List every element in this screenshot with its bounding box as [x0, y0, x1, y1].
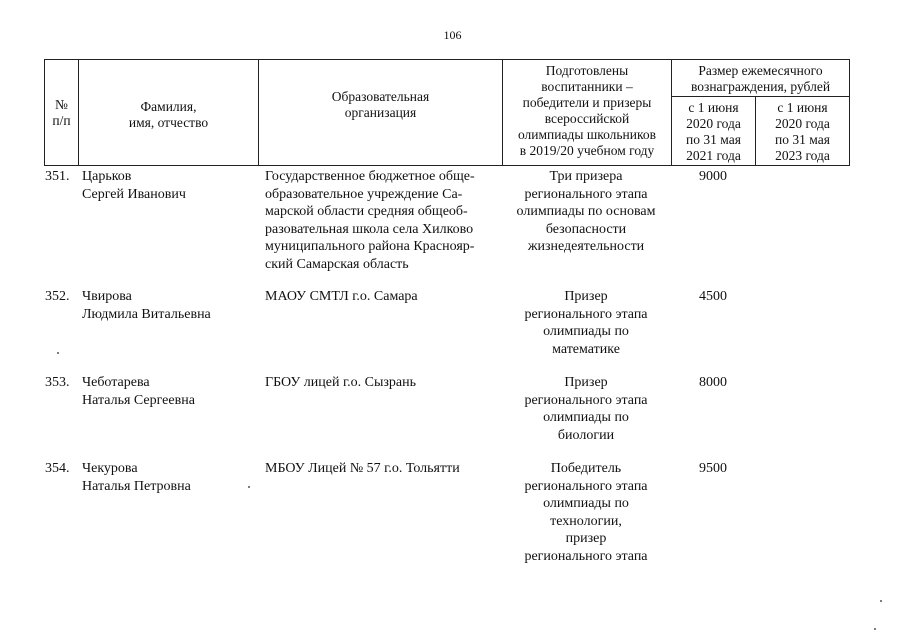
- table-header: [44, 59, 850, 166]
- row-amount: 9000: [699, 169, 727, 184]
- header-num: № п/п: [52, 97, 71, 128]
- scan-speck: [880, 600, 882, 602]
- header-divider-reward: [671, 96, 850, 97]
- header-period-2: с 1 июня 2020 года по 31 мая 2023 года: [775, 100, 830, 163]
- row-achievement: Призер регионального этапа олимпиады по биологии: [524, 375, 648, 443]
- scan-speck: [248, 486, 250, 488]
- header-border-bottom: [44, 165, 850, 166]
- row-name: Чекурова Наталья Петровна: [82, 461, 191, 494]
- row-achievement: Три призера регионального этапа олимпиады по основам безопасности жизнедеятельности: [516, 169, 656, 254]
- header-prep: Подготовлены воспитанники – победители и призеры всероссийской олимпиады школьников в 2019/20 учебном году: [517, 63, 656, 158]
- row-organization: Государственное бюджетное обще- образовательное учреждение Са- марской области средняя общеоб- разовательная школа села Хилково муниципального района Краснояр- ский Самарская область: [265, 169, 475, 272]
- row-amount: 9500: [699, 461, 727, 476]
- header-period-1: с 1 июня 2020 года по 31 мая 2021 года: [686, 100, 741, 163]
- row-number: 351.: [45, 169, 70, 184]
- header-org: Образовательная организация: [331, 89, 430, 120]
- row-amount: 8000: [699, 375, 727, 390]
- scan-speck: [874, 628, 876, 630]
- row-name: Чеботарева Наталья Сергеевна: [82, 375, 195, 408]
- header-reward: Размер ежемесячного вознаграждения, рублей: [690, 63, 831, 94]
- header-border-top: [44, 59, 850, 60]
- scan-speck: [57, 352, 59, 354]
- row-organization: МБОУ Лицей № 57 г.о. Тольятти: [265, 461, 460, 476]
- row-number: 353.: [45, 375, 70, 390]
- row-organization: МАОУ СМТЛ г.о. Самара: [265, 289, 418, 304]
- row-achievement: Призер регионального этапа олимпиады по математике: [524, 289, 648, 357]
- row-name: Царьков Сергей Иванович: [82, 169, 186, 202]
- row-name: Чвирова Людмила Витальевна: [82, 289, 211, 322]
- row-organization: ГБОУ лицей г.о. Сызрань: [265, 375, 416, 390]
- row-amount: 4500: [699, 289, 727, 304]
- row-achievement: Победитель регионального этапа олимпиады по технологии, призер регионального этапа: [524, 461, 648, 564]
- page-number: 106: [443, 28, 462, 42]
- header-border-right: [849, 59, 850, 166]
- header-name: Фамилия, имя, отчество: [128, 99, 209, 130]
- row-number: 354.: [45, 461, 70, 476]
- row-number: 352.: [45, 289, 70, 304]
